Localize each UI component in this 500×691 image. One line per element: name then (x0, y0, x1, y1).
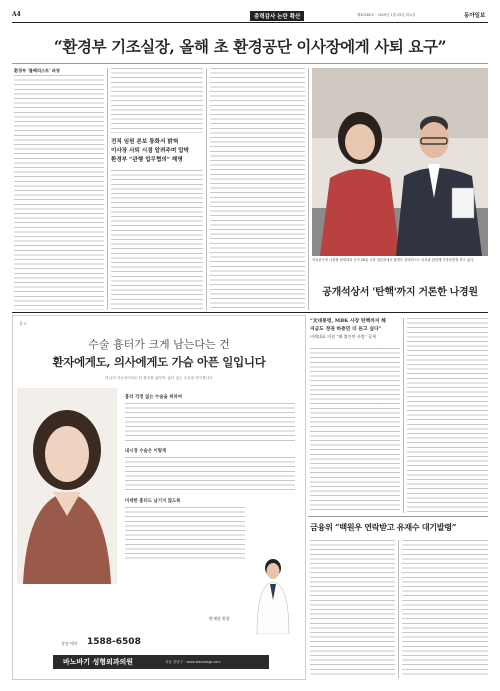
pull-quote-line2: 이사장 사퇴 시점 알려주며 압박 (111, 148, 190, 154)
masthead-rule (12, 22, 488, 23)
ad-point-1: 흉터 걱정 없는 수술을 위하여 (125, 395, 183, 400)
story-text-col1 (14, 75, 104, 310)
news-photo (312, 68, 488, 256)
ad-hospital-bar (53, 655, 269, 669)
ad-body-2 (125, 457, 295, 493)
photo-caption: 자유한국당 나경원 원내대표 등이 28일 국회 정론관에서 환경부 블랙리스트 의혹과 관련해 기자회견을 하고 있다. (312, 258, 475, 262)
ad-hospital-name: 바노바기 성형외과의원 (63, 658, 134, 666)
col-divider (107, 68, 108, 310)
main-headline: “환경부 기조실장, 올해 초 환경공단 이사장에게 사퇴 요구” (53, 37, 447, 56)
ad-hospital-sub: 서울 강남구 · www.banobagi.com (165, 659, 221, 664)
paper-name: 동아일보 (464, 13, 486, 19)
bottom-story-rule (308, 516, 488, 517)
bottom-headline: 금융위 “백원우 연락받고 유재수 대기발령” (310, 522, 457, 532)
ad-headline-1: 수술 흉터가 크게 남는다는 건 (88, 338, 230, 351)
section-label: 총력감사 논란 확산 (250, 11, 304, 21)
ad-tag: 광고 (19, 321, 27, 326)
headline-rule (12, 63, 488, 64)
pull-quote-line1: 전직 임원 본보 통화서 밝혀 (111, 139, 179, 145)
ad-doctor-photo (253, 554, 293, 634)
ad-portrait (17, 388, 117, 584)
col-divider (398, 540, 399, 678)
ad-body-3 (125, 507, 245, 562)
ad-headline-2: 환자에게도, 의사에게도 가슴 아픈 일입니다 (52, 355, 266, 369)
lower-mid-heads (310, 318, 400, 340)
ad-body-1 (125, 403, 295, 443)
nak-headline: 공개석상서 '탄핵'까지 거론한 나경원 (322, 287, 478, 298)
page-number: A4 (12, 11, 21, 18)
story-text-col2 (111, 68, 203, 133)
ad-phone-label: 상담·예약 (61, 641, 78, 646)
story-text-col2b (111, 170, 203, 310)
ad-phone: 1588-6508 (87, 637, 141, 647)
pull-quote-line3: 환경부 “관행 업무협의” 해명 (111, 157, 183, 163)
bottom-text-2 (402, 540, 488, 678)
story-kicker: 환경부 '블랙리스트' 파장 (14, 68, 60, 73)
issue-meta: 제30282호 · 2019년 1월 29일 화요일 (357, 13, 416, 17)
pull-quote (111, 138, 203, 165)
lower-right-text (407, 318, 488, 513)
ad-block (12, 315, 306, 680)
col-divider (206, 68, 207, 310)
bottom-text-1 (310, 540, 395, 678)
lower-mid-head-2: 지금도 정권 하층민 더 듣고 싶다” (310, 325, 382, 332)
lower-mid-text (310, 348, 400, 513)
story-text-col3 (210, 68, 305, 310)
ad-point-3: 미세한 흉터도 남기지 않도록 (125, 499, 181, 504)
ad-doctor-name: 반재상 원장 (209, 616, 230, 621)
section-rule (12, 312, 488, 313)
lower-mid-head-3: 비례대표 의원 “왜 법안만 사람” 공세 (310, 334, 377, 339)
col-divider (403, 318, 404, 513)
masthead (12, 11, 488, 21)
col-divider (308, 68, 309, 310)
lower-mid-head-1: “文대통령, MBK 사장 탄핵까지 해 (310, 318, 386, 324)
ad-subtitle: 하나의 가능성이라도 더 환자를 위하여, 흉터 없는 수술을 연구합니다 (105, 376, 213, 380)
ad-point-2: 내시경 수술은 이렇게 (125, 449, 167, 454)
